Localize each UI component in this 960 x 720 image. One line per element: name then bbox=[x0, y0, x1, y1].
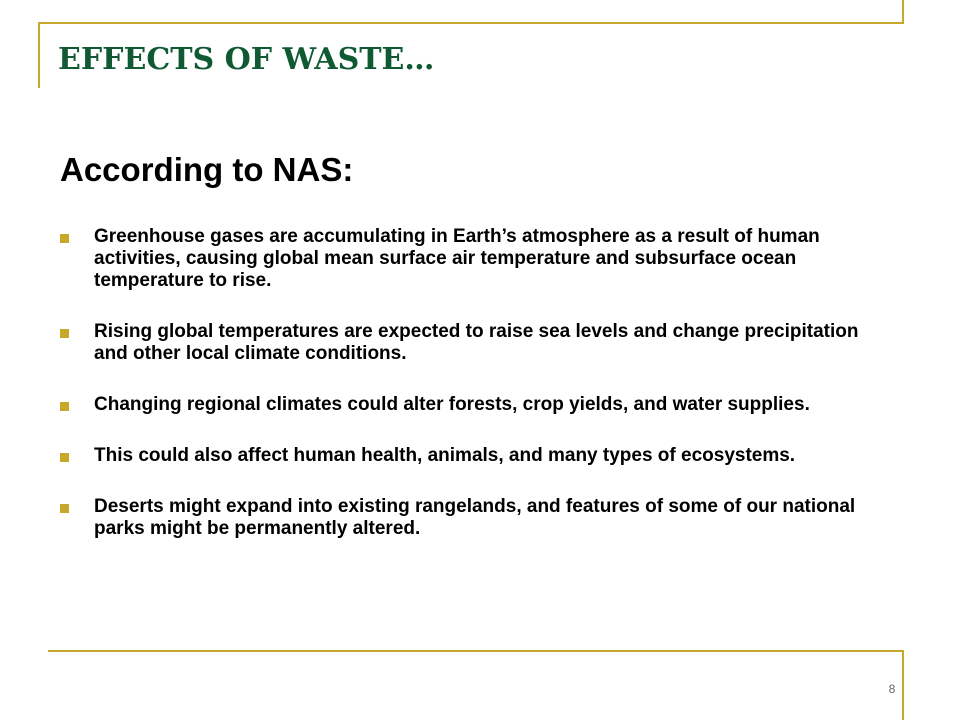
bullet-item bbox=[60, 496, 890, 540]
page-number: 8 bbox=[888, 682, 896, 696]
bullet-text: This could also affect human health, animals, and many types of ecosystems. bbox=[94, 445, 796, 466]
bullet-text: Rising global temperatures are expected to raise sea levels and change precipitation and other local climate conditions. bbox=[94, 321, 859, 364]
bullet-item bbox=[60, 445, 890, 467]
frame-line-left bbox=[38, 22, 40, 88]
square-bullet-icon bbox=[60, 453, 69, 462]
frame-line-right bbox=[902, 0, 904, 24]
slide-title: EFFECTS OF WASTE… bbox=[58, 42, 435, 77]
bullet-list bbox=[60, 226, 890, 569]
frame-line-top bbox=[38, 22, 904, 24]
bullet-item bbox=[60, 321, 890, 365]
square-bullet-icon bbox=[60, 402, 69, 411]
bullet-text: Deserts might expand into existing rangelands, and features of some of our national parks might be permanently altered. bbox=[94, 496, 856, 539]
square-bullet-icon bbox=[60, 234, 69, 243]
slide-subtitle: According to NAS: bbox=[60, 151, 354, 188]
bullet-item bbox=[60, 226, 890, 292]
square-bullet-icon bbox=[60, 504, 69, 513]
frame-line-bottom bbox=[48, 650, 904, 652]
square-bullet-icon bbox=[60, 329, 69, 338]
bullet-text: Changing regional climates could alter forests, crop yields, and water supplies. bbox=[94, 394, 810, 415]
bullet-text: Greenhouse gases are accumulating in Earth’s atmosphere as a result of human activities, causing global mean surface air temperature and subsurface ocean temperature to rise. bbox=[94, 226, 820, 291]
bullet-item bbox=[60, 394, 890, 416]
